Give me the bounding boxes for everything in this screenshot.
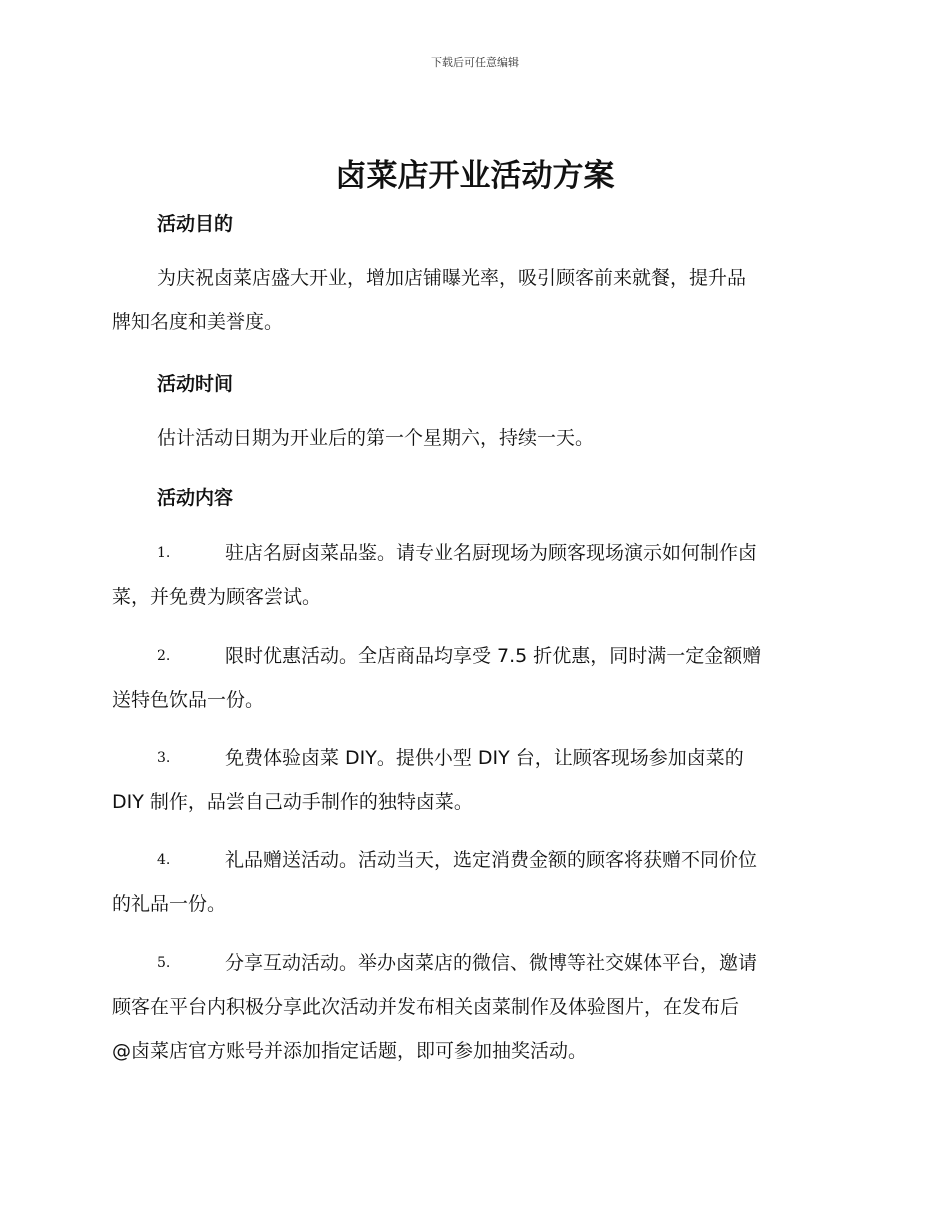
list-item-first-line — [112, 531, 832, 575]
list-item-4 — [112, 838, 832, 926]
list-item-text: 礼品赠送活动。活动当天，选定消费金额的顾客将获赠不同价位 — [225, 849, 758, 871]
list-item-continuation: @卤菜店官方账号并添加指定话题，即可参加抽奖活动。 — [112, 1040, 588, 1062]
list-item-number: 1. — [157, 545, 171, 561]
list-item-text: 免费体验卤菜 DIY。提供小型 DIY 台，让顾客现场参加卤菜的 — [225, 747, 744, 769]
page-header-note: 下载后可任意编辑 — [431, 56, 519, 69]
list-item-first-line — [112, 634, 832, 678]
list-item-number: 4. — [157, 852, 171, 868]
list-item-3 — [112, 736, 832, 824]
list-item-1 — [112, 531, 832, 619]
list-item-number: 5. — [157, 955, 171, 971]
paragraph-time — [112, 416, 832, 460]
paragraph-line: 为庆祝卤菜店盛大开业，增加店铺曝光率，吸引顾客前来就餐，提升品 — [157, 267, 747, 289]
list-item-continuation: 送特色饮品一份。 — [112, 689, 265, 711]
list-item-text: 限时优惠活动。全店商品均享受 7.5 折优惠，同时满一定金额赠 — [225, 645, 762, 667]
list-item-continuation: 顾客在平台内积极分享此次活动并发布相关卤菜制作及体验图片，在发布后 — [112, 996, 740, 1018]
list-item-continuation: 的礼品一份。 — [112, 893, 227, 915]
list-item-first-line — [112, 736, 832, 780]
section-heading-time: 活动时间 — [157, 373, 234, 395]
list-item-number: 2. — [157, 648, 171, 664]
list-item-5 — [112, 941, 832, 1073]
paragraph-purpose — [112, 256, 832, 344]
paragraph-line: 估计活动日期为开业后的第一个星期六，持续一天。 — [157, 427, 595, 449]
paragraph-line: 牌知名度和美誉度。 — [112, 311, 284, 333]
list-item-continuation: 菜，并免费为顾客尝试。 — [112, 586, 322, 608]
list-item-text: 驻店名厨卤菜品鉴。请专业名厨现场为顾客现场演示如何制作卤 — [225, 542, 758, 564]
list-item-2 — [112, 634, 832, 722]
section-heading-purpose: 活动目的 — [157, 213, 234, 235]
list-item-first-line — [112, 838, 832, 882]
list-item-continuation: DIY 制作，品尝自己动手制作的独特卤菜。 — [112, 791, 473, 813]
list-item-text: 分享互动活动。举办卤菜店的微信、微博等社交媒体平台，邀请 — [225, 952, 758, 974]
list-item-number: 3. — [157, 750, 171, 766]
section-heading-content: 活动内容 — [157, 487, 234, 509]
list-item-first-line — [112, 941, 832, 985]
document-title: 卤菜店开业活动方案 — [335, 158, 615, 194]
